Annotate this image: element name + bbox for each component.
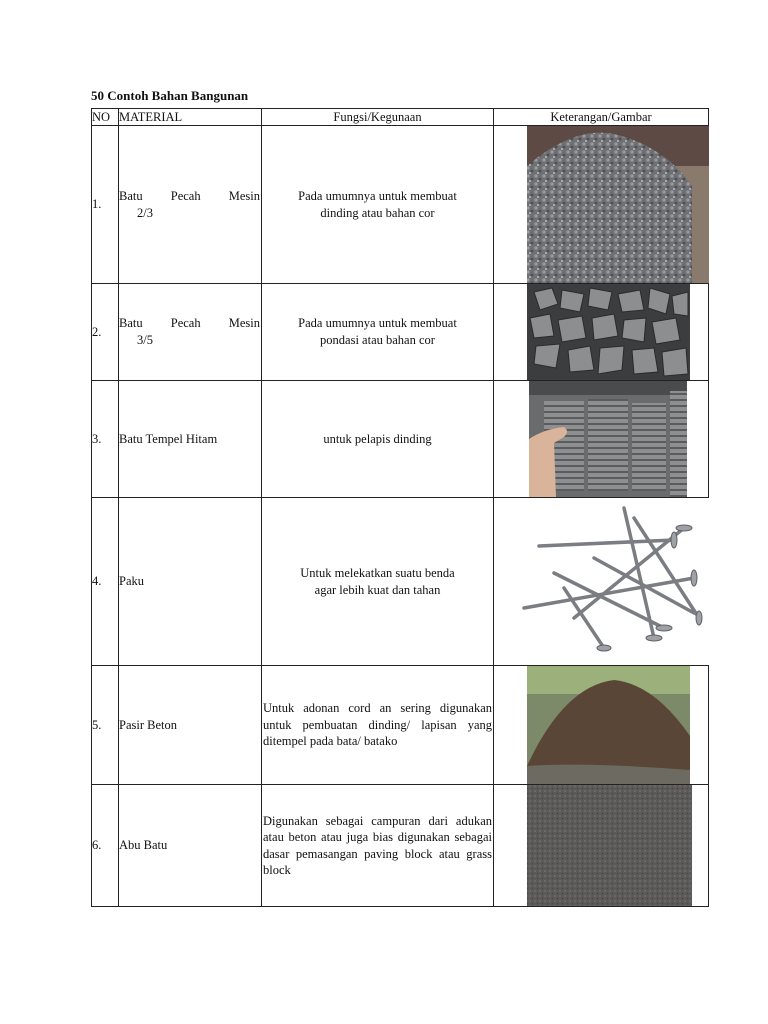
material-size: 2/3 xyxy=(137,205,153,220)
document-title: 50 Contoh Bahan Bangunan xyxy=(91,88,249,103)
image-cell xyxy=(494,785,709,907)
function-line: Pada umumnya untuk membuat xyxy=(298,188,457,203)
table-row xyxy=(92,498,709,666)
function-cell: Untuk adonan cord an sering digunakan untuk pembuatan dinding/ lapisan yang ditempel pada bata/ batako xyxy=(262,666,494,785)
image-cell xyxy=(494,498,709,666)
materials-table xyxy=(91,108,709,907)
material-word: Batu xyxy=(119,188,143,203)
function-line: pondasi atau bahan cor xyxy=(320,333,435,347)
row-number: 4. xyxy=(92,498,119,666)
material-cell: Paku xyxy=(119,498,262,666)
header-function: Fungsi/Kegunaan xyxy=(262,109,494,126)
nails-photo xyxy=(494,498,709,665)
material-word: Pecah xyxy=(170,316,201,330)
material-size: 3/5 xyxy=(137,333,153,347)
image-cell xyxy=(494,381,709,498)
crushed-stone-pile-photo xyxy=(494,126,709,283)
table-row xyxy=(92,284,709,381)
function-line: agar lebih kuat dan tahan xyxy=(314,582,441,597)
function-line: Pada umumnya untuk membuat xyxy=(298,316,457,330)
header-material: MATERIAL xyxy=(119,109,262,126)
material-word: Batu xyxy=(119,316,143,330)
material-cell: Pasir Beton xyxy=(119,666,262,785)
image-cell xyxy=(494,666,709,785)
image-cell xyxy=(494,126,709,284)
large-crushed-stone-photo xyxy=(494,284,709,380)
function-line: dinding atau bahan cor xyxy=(320,205,435,220)
function-cell xyxy=(262,126,494,284)
row-number: 5. xyxy=(92,666,119,785)
row-number: 6. xyxy=(92,785,119,907)
material-cell: Abu Batu xyxy=(119,785,262,907)
function-cell xyxy=(262,498,494,666)
table-row xyxy=(92,126,709,284)
header-no: NO xyxy=(92,109,119,126)
material-cell: Batu Tempel Hitam xyxy=(119,381,262,498)
function-line: Untuk melekatkan suatu benda xyxy=(300,565,455,580)
function-cell: Digunakan sebagai campuran dari adukan atau beton atau juga bias digunakan sebagai dasar pemasangan paving block atau grass block xyxy=(262,785,494,907)
function-cell xyxy=(262,284,494,381)
row-number: 2. xyxy=(92,284,119,381)
stone-dust-photo xyxy=(494,785,709,906)
table-header-row xyxy=(92,109,709,126)
material-word: Mesin xyxy=(228,316,260,330)
function-line: untuk pelapis dinding xyxy=(323,431,432,446)
table-row xyxy=(92,381,709,498)
row-number: 1. xyxy=(92,126,119,284)
row-number: 3. xyxy=(92,381,119,498)
function-cell xyxy=(262,381,494,498)
sand-pile-photo xyxy=(494,666,709,784)
wall-cladding-stone-photo xyxy=(494,381,709,497)
material-cell xyxy=(119,284,262,381)
header-image: Keterangan/Gambar xyxy=(494,109,709,126)
table-row xyxy=(92,666,709,785)
material-word: Pecah xyxy=(170,188,201,203)
image-cell xyxy=(494,284,709,381)
material-word: Mesin xyxy=(228,188,260,203)
table-row xyxy=(92,785,709,907)
material-cell xyxy=(119,126,262,284)
